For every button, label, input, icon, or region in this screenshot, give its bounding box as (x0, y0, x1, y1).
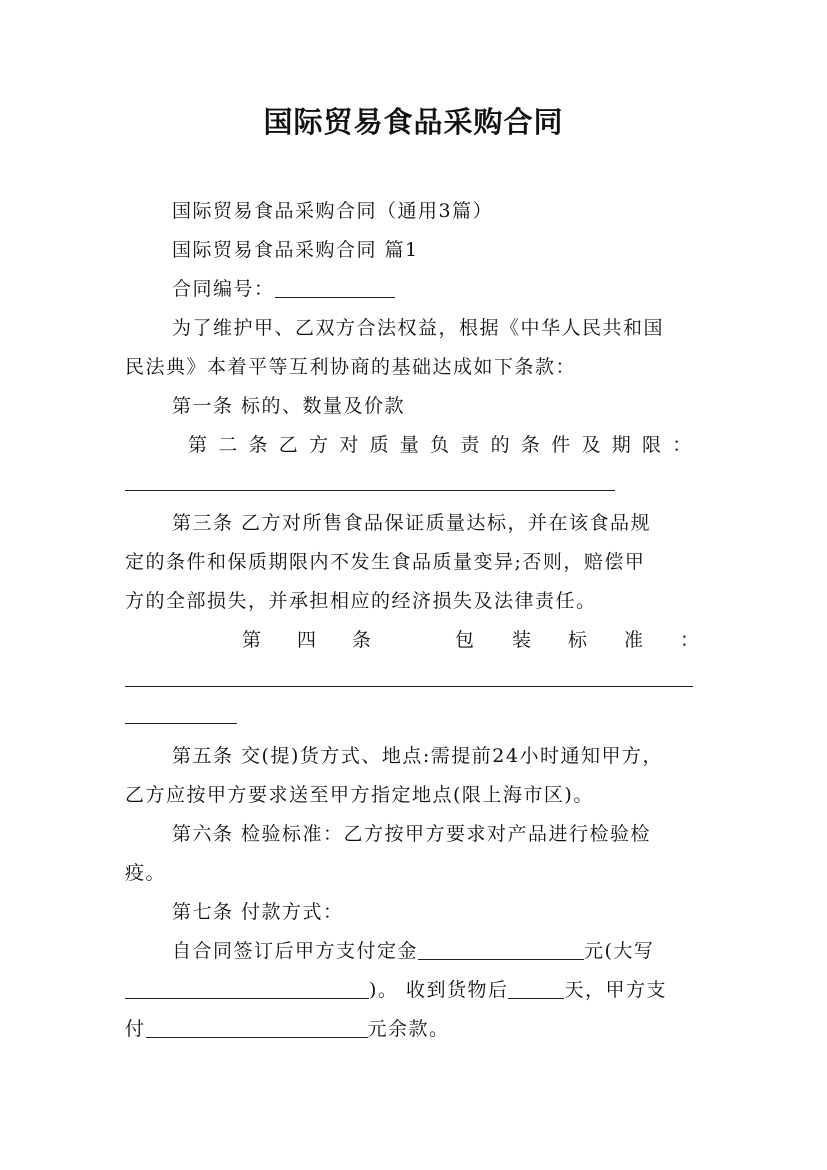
article-3-line-2: 定的条件和保质期限内不发生食品质量变异;否则，赔偿甲 (125, 551, 646, 573)
article-2-char: 及 (581, 434, 602, 456)
deposit-unit-label: 元(大写 (584, 940, 655, 962)
article-5-line-1: 第五条 交(提)货方式、地点:需提前24小时通知甲方， (172, 745, 663, 767)
article-2-char: 条 (520, 434, 542, 456)
article-4-char: ： (680, 629, 701, 651)
payment-line-2 (125, 977, 705, 1003)
article-4-blank-line-2 (125, 723, 237, 724)
deposit-amount-words-blank (125, 978, 369, 999)
article-4-char: 包 (455, 629, 476, 651)
article-3-line-3: 方的全部损失，并承担相应的经济损失及法律责任。 (125, 590, 597, 612)
article-2-char: 方 (309, 434, 330, 456)
article-2-char: 第 (188, 434, 209, 456)
days-label: 天，甲方支 (564, 979, 667, 1001)
document-title: 国际贸易食品采购合同 (263, 105, 564, 139)
intro-line-1: 为了维护甲、乙双方合法权益，根据《中华人民共和国 (172, 317, 665, 339)
article-5-line-2: 乙方应按甲方要求送至甲方指定地点(限上海市区)。 (125, 784, 594, 806)
balance-amount-blank (146, 1017, 368, 1038)
article-6-line-2: 疫。 (125, 862, 167, 884)
article-4-char: 标 (568, 629, 589, 651)
balance-prefix: 付 (125, 1018, 146, 1040)
article-4-char: 四 (297, 629, 318, 651)
article-2-char: 件 (551, 434, 572, 456)
balance-label: 元余款。 (367, 1018, 450, 1040)
article-6-line-1: 第六条 检验标准：乙方按甲方要求对产品进行检验检 (172, 823, 652, 845)
article-2-char: 对 (339, 434, 360, 456)
article-2-char: 限 (641, 434, 663, 456)
section-heading: 国际贸易食品采购合同 篇1 (172, 239, 419, 261)
article-2-char: 负 (430, 434, 451, 456)
deposit-amount-blank (418, 939, 584, 960)
deposit-label: 自合同签订后甲方支付定金 (172, 940, 419, 962)
article-4-blank-line-1 (125, 686, 693, 687)
contract-number-label: 合同编号： (172, 278, 275, 300)
article-4-char: 准 (624, 629, 645, 651)
document-subtitle: 国际贸易食品采购合同（通用3篇） (172, 200, 494, 222)
article-2-blank-line (125, 490, 615, 491)
article-4-char: 装 (512, 629, 533, 651)
contract-number-row (172, 276, 752, 302)
receipt-label: )。 收到货物后 (369, 979, 509, 1001)
article-2-char: ： (672, 434, 693, 456)
intro-line-2: 民法典》本着平等互利协商的基础达成如下条款： (125, 356, 577, 378)
article-1: 第一条 标的、数量及价款 (172, 395, 406, 417)
article-4-char: 条 (352, 629, 373, 651)
article-2-char: 二 (218, 434, 239, 456)
article-2-char: 乙 (278, 434, 300, 456)
article-7: 第七条 付款方式： (172, 901, 344, 923)
article-2-char: 质 (369, 434, 391, 456)
article-3-line-1: 第三条 乙方对所售食品保证质量达标，并在该食品规 (172, 512, 652, 534)
contract-number-blank (275, 277, 395, 298)
article-2-char: 量 (399, 434, 421, 456)
article-2-char: 条 (248, 434, 270, 456)
article-2-char: 的 (490, 434, 512, 456)
payment-line-3 (125, 1016, 705, 1042)
days-blank (508, 978, 564, 999)
article-2-char: 责 (460, 434, 481, 456)
payment-line-1 (172, 938, 752, 964)
article-4-char: 第 (242, 629, 263, 651)
article-2 (188, 432, 693, 458)
article-2-char: 期 (611, 434, 633, 456)
